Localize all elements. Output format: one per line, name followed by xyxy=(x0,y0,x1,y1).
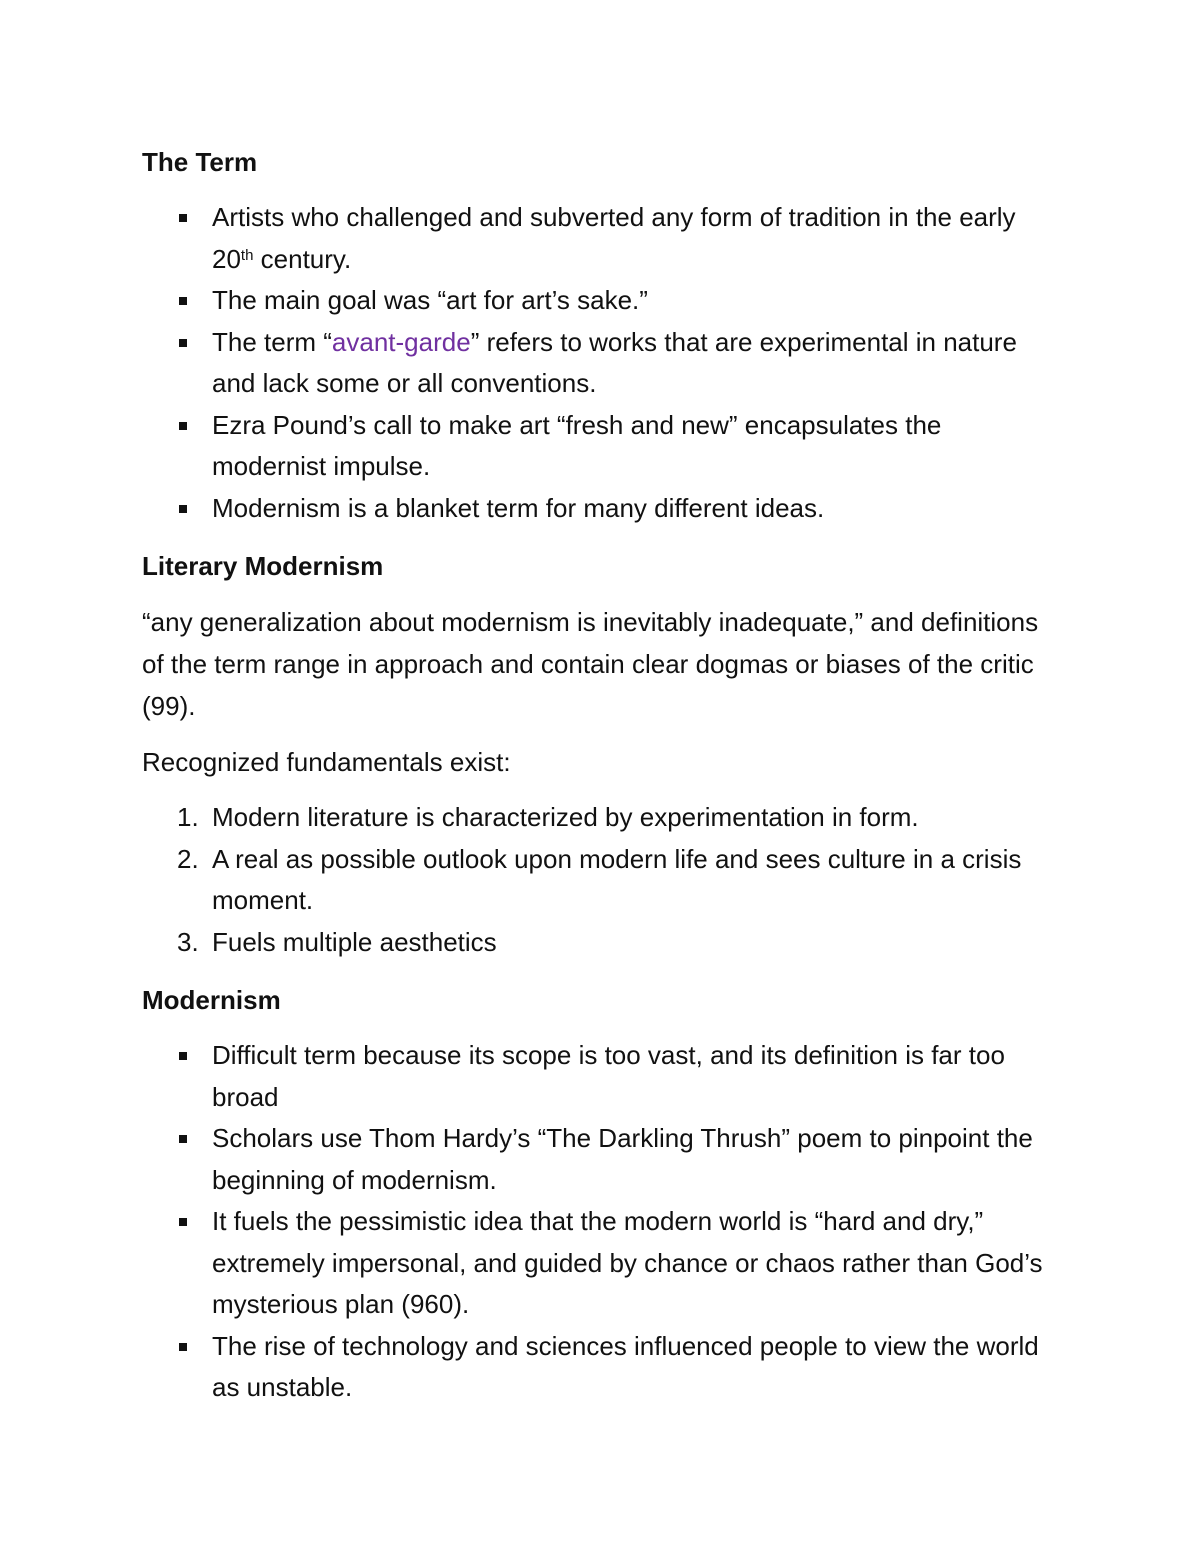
list-item: 3. Fuels multiple aesthetics xyxy=(142,922,1062,964)
fundamentals-intro: Recognized fundamentals exist: xyxy=(142,747,511,777)
list-number: 2. xyxy=(177,843,199,874)
document-body xyxy=(142,141,1062,1409)
fundamentals-numbered-list xyxy=(142,797,1062,963)
list-item: Ezra Pound’s call to make art “fresh and new” encapsulates the modernist impulse. xyxy=(142,405,1062,488)
list-item: Artists who challenged and subverted any form of tradition in the early 20th century. xyxy=(142,197,1062,280)
list-item: The rise of technology and sciences influenced people to view the world as unstable. xyxy=(142,1326,1062,1409)
list-item: 2. A real as possible outlook upon modern life and sees culture in a crisis moment. xyxy=(142,839,1062,922)
list-number: 1. xyxy=(177,802,199,832)
section-heading-literary-modernism: Literary Modernism xyxy=(142,551,384,581)
list-item: Scholars use Thom Hardy’s “The Darkling Thrush” poem to pinpoint the beginning of modernism. xyxy=(142,1118,1062,1201)
section-heading-the-term: The Term xyxy=(142,147,258,177)
list-item: Modernism is a blanket term for many different ideas. xyxy=(142,488,1062,530)
list-item: Difficult term because its scope is too vast, and its definition is far too broad xyxy=(142,1035,1062,1118)
square-bullet-icon xyxy=(179,1218,187,1226)
square-bullet-icon xyxy=(179,297,187,305)
list-number: 3. xyxy=(177,926,199,957)
list-item: 1. Modern literature is characterized by experimentation in form. xyxy=(142,797,1062,839)
modernism-bullet-list xyxy=(142,1035,1062,1409)
square-bullet-icon xyxy=(179,1052,187,1060)
square-bullet-icon xyxy=(179,1343,187,1351)
section-heading-modernism: Modernism xyxy=(142,985,281,1015)
avant-garde-term: avant-garde xyxy=(331,326,471,357)
literary-modernism-quote: “any generalization about modernism is inevitably inadequate,” and definitions of the term range in approach and contain clear dogmas or biases of the critic (99). xyxy=(142,607,1039,721)
the-term-bullet-list xyxy=(142,197,1062,529)
square-bullet-icon xyxy=(179,505,187,513)
square-bullet-icon xyxy=(179,339,187,347)
square-bullet-icon xyxy=(179,1135,187,1143)
square-bullet-icon xyxy=(179,422,187,430)
list-item: It fuels the pessimistic idea that the modern world is “hard and dry,” extremely impersonal, and guided by chance or chaos rather than God’s mysterious plan (960). xyxy=(142,1201,1062,1326)
list-item: The main goal was “art for art’s sake.” xyxy=(142,280,1062,322)
list-item: The term “avant-garde” refers to works that are experimental in nature and lack some or all conventions. xyxy=(142,322,1062,405)
square-bullet-icon xyxy=(179,214,187,222)
